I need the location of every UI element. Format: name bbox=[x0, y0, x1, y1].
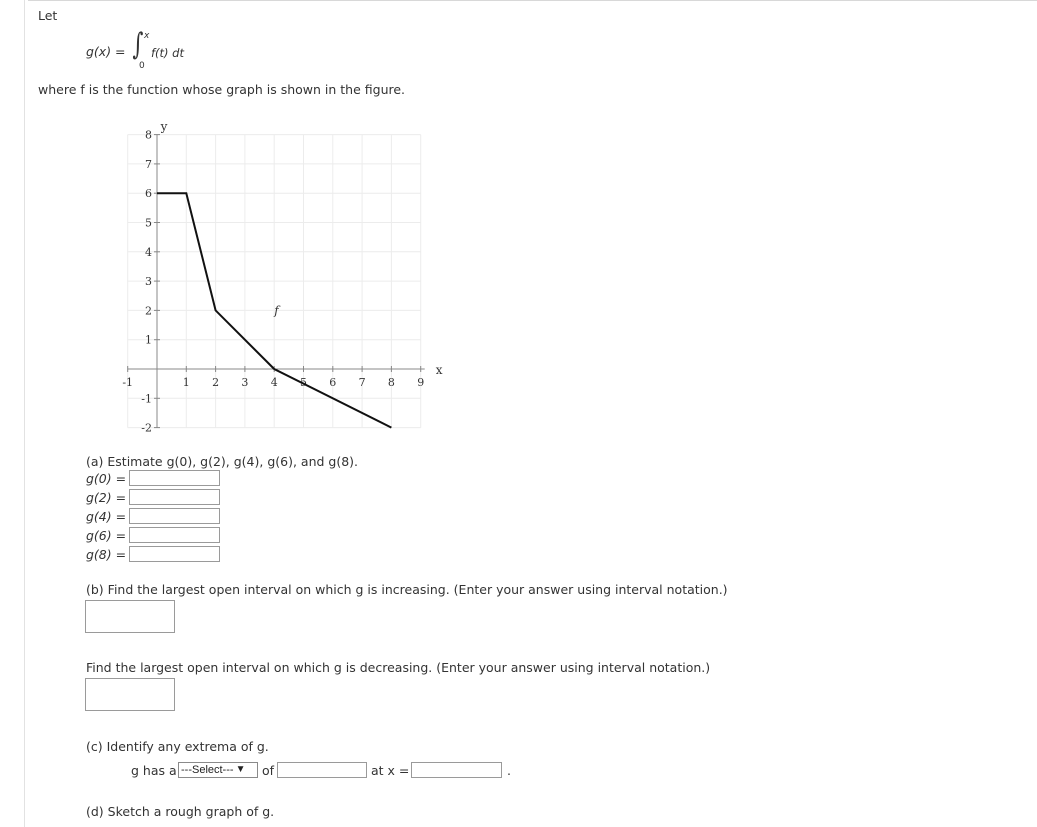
y-tick-label: 3 bbox=[145, 275, 152, 289]
part-a-prompt: (a) Estimate g(0), g(2), g(4), g(6), and g(8). bbox=[86, 454, 359, 469]
y-tick-label: -2 bbox=[141, 421, 152, 435]
ticks bbox=[122, 120, 442, 435]
y-tick-label: 5 bbox=[145, 216, 152, 230]
x-tick-label: 9 bbox=[417, 376, 425, 389]
g-value-label: g(0) = bbox=[86, 471, 127, 486]
left-border bbox=[24, 0, 25, 827]
g-value-input[interactable] bbox=[129, 546, 220, 562]
top-border bbox=[28, 0, 1037, 1]
x-tick-label: 5 bbox=[300, 376, 307, 389]
x-tick-label: 3 bbox=[241, 376, 249, 389]
x-tick-label: 6 bbox=[329, 376, 337, 389]
y-tick-label: -1 bbox=[141, 392, 152, 406]
decreasing-interval-input[interactable] bbox=[85, 678, 175, 711]
chevron-down-icon: ▼ bbox=[235, 764, 246, 775]
lower-limit: 0 bbox=[139, 61, 145, 71]
x-tick-label: 7 bbox=[358, 376, 366, 389]
select-value: ---Select--- bbox=[181, 764, 234, 776]
extremum-value-input[interactable] bbox=[277, 762, 367, 778]
g-value-label: g(4) = bbox=[86, 509, 127, 524]
g-value-label: g(6) = bbox=[86, 528, 127, 543]
part-c-prompt: (c) Identify any extrema of g. bbox=[86, 739, 269, 754]
x-axis-label: x bbox=[435, 363, 443, 377]
x-tick-label: 2 bbox=[212, 376, 220, 389]
y-tick-label: 1 bbox=[145, 333, 152, 347]
end-punctuation: . bbox=[507, 763, 511, 778]
integral-sign: ∫ bbox=[132, 27, 144, 62]
part-d-prompt: (d) Sketch a rough graph of g. bbox=[86, 804, 275, 819]
y-tick-label: 7 bbox=[145, 157, 152, 171]
of-label: of bbox=[262, 763, 275, 778]
definition-lhs: g(x) = bbox=[86, 44, 126, 59]
at-x-label: at x = bbox=[371, 763, 410, 778]
g-value-label: g(2) = bbox=[86, 490, 127, 505]
increasing-interval-input[interactable] bbox=[85, 600, 175, 633]
function-graph bbox=[118, 108, 468, 453]
function-label: f bbox=[274, 303, 279, 318]
y-tick-label: 8 bbox=[145, 128, 152, 142]
y-axis-label: y bbox=[160, 119, 168, 134]
part-b-decreasing-prompt: Find the largest open interval on which g is decreasing. (Enter your answer using interval notation.) bbox=[86, 660, 711, 675]
extremum-x-input[interactable] bbox=[411, 762, 502, 778]
extremum-type-select[interactable] bbox=[178, 762, 258, 778]
x-tick-label: -1 bbox=[122, 376, 134, 389]
integrand: f(t) dt bbox=[151, 46, 184, 60]
part-b-increasing-prompt: (b) Find the largest open interval on which g is increasing. (Enter your answer using interval notation.) bbox=[86, 582, 728, 597]
g-value-label: g(8) = bbox=[86, 547, 127, 562]
y-tick-label: 4 bbox=[145, 245, 152, 259]
description-text: where f is the function whose graph is shown in the figure. bbox=[38, 82, 406, 97]
intro-text: Let bbox=[38, 8, 58, 23]
x-tick-label: 4 bbox=[270, 376, 278, 389]
extrema-lead-text: g has a bbox=[131, 763, 177, 778]
x-tick-label: 1 bbox=[182, 376, 190, 389]
g-value-input[interactable] bbox=[129, 470, 220, 486]
x-tick-label: 8 bbox=[387, 376, 395, 389]
upper-limit: x bbox=[144, 31, 150, 41]
g-value-input[interactable] bbox=[129, 508, 220, 524]
g-value-input[interactable] bbox=[129, 489, 220, 505]
g-value-input[interactable] bbox=[129, 527, 220, 543]
y-tick-label: 6 bbox=[145, 187, 152, 201]
y-tick-label: 2 bbox=[145, 304, 152, 318]
